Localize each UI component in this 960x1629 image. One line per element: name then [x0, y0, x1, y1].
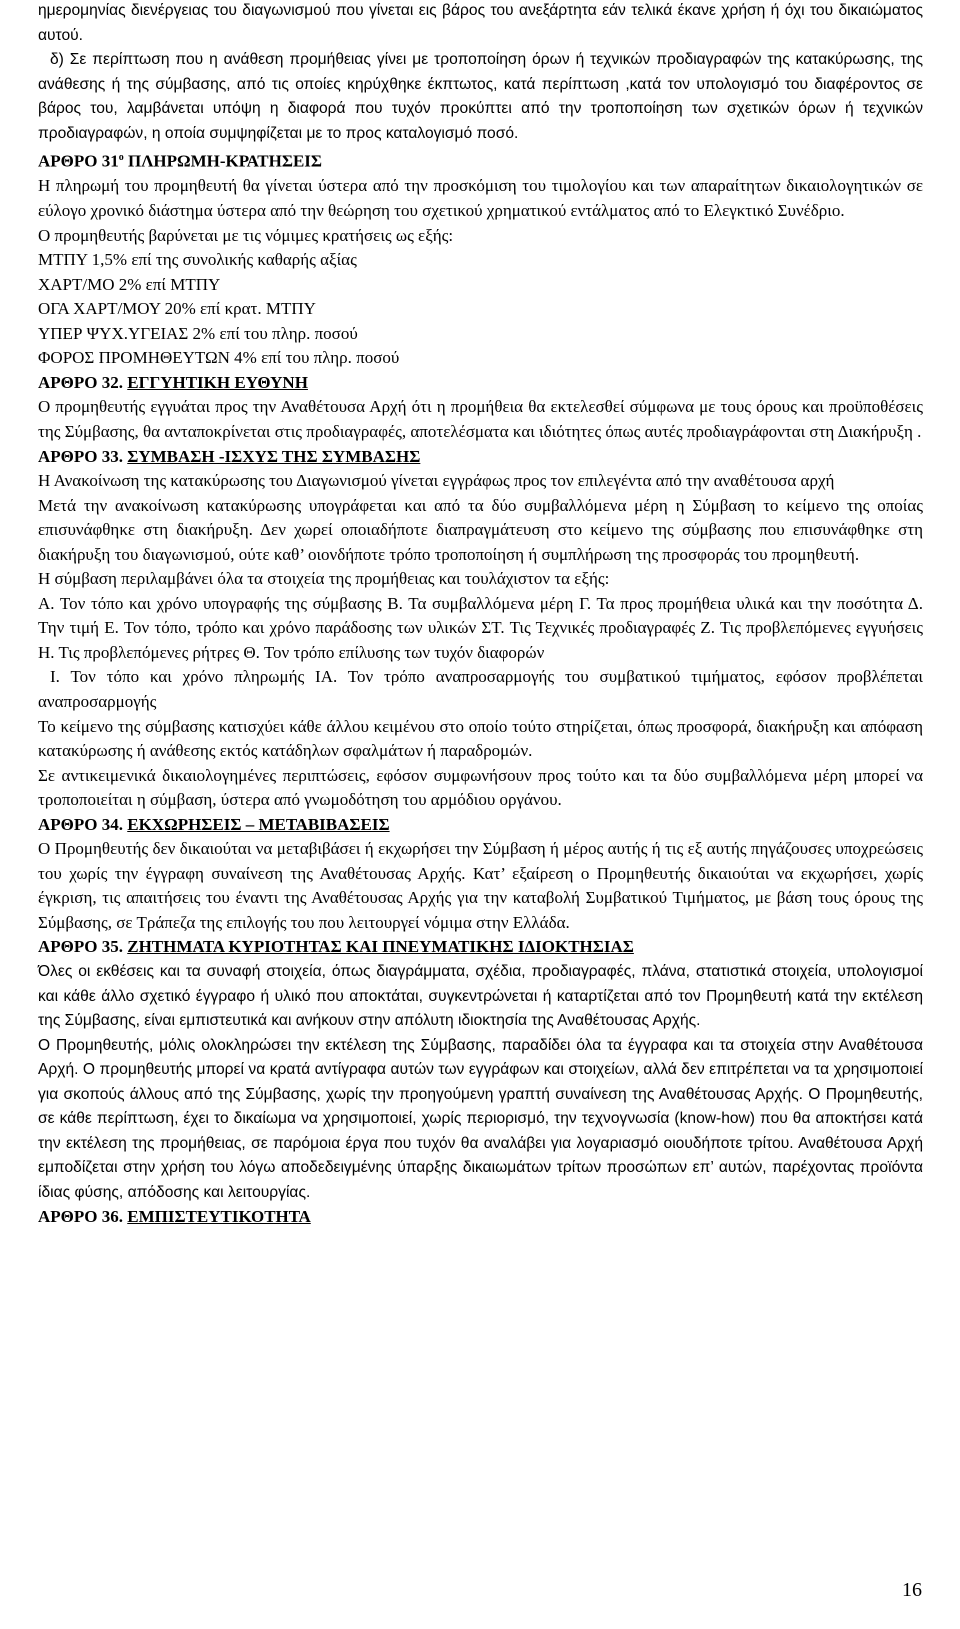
article-heading-number: ΑΡΘΡΟ 31 [38, 151, 119, 171]
body-paragraph: ΧΑΡΤ/ΜΟ 2% επί ΜΤΠΥ [38, 274, 221, 294]
body-paragraph: Μετά την ανακοίνωση κατακύρωσης υπογράφεται και από τα δύο συμβαλλόμενα μέρη η Σύμβαση το κείμενο της οποίας επισυνάφθηκε στη διακήρυξη. Δεν χωρεί οποιαδήποτε διαπραγμάτευση στο κείμενο της σύμβασης που επισυνάφθηκε στη διακήρυξη του διαγωνισμού, ούτε καθ’ οιονδήποτε τρόπο τροποποίηση ή συμπλήρωση της προσφοράς του προμηθευτή. [38, 495, 923, 564]
page-number: 16 [902, 1579, 922, 1601]
body-paragraph: Α. Τον τόπο και χρόνο υπογραφής της σύμβασης Β. Τα συμβαλλόμενα μέρη Γ. Τα προς προμήθεια υλικά και την ποσότητα Δ. Την τιμή Ε. Τον τόπο, τρόπο και χρόνο παράδοσης των υλικών ΣΤ. Τις Τεχνικές προδιαγραφές Ζ. Τις προβλεπόμενες εγγυήσεις Η. Τις προβλεπόμενες ρήτρες Θ. Τον τρόπο επίλυσης των τυχόν διαφορών [38, 593, 923, 662]
article-heading [38, 813, 923, 838]
article-heading [38, 371, 923, 396]
article-heading-number: ΑΡΘΡΟ 32. [38, 372, 128, 392]
body-paragraph: Ο Προμηθευτής, μόλις ολοκληρώσει την εκτέλεση της Σύμβασης, παραδίδει όλα τα έγγραφα και τα στοιχεία στην Αναθέτουσα Αρχή. Ο προμηθευτής μπορεί να κρατά αντίγραφα αυτών των εγγράφων και στοιχείων, αλλά δεν επιτρέπεται να τα χρησιμοποιεί για σκοπούς άλλους από της Σύμβασης, χωρίς την προηγούμενη γραπτή συναίνεση της Αναθέτουσας Αρχής. Ο Προμηθευτής, σε κάθε περίπτωση, έχει το δικαίωμα να χρησιμοποιεί, χωρίς περιορισμό, την τεχνογνωσία (know-how) που θα αποκτήσει κατά την εκτέλεση της προμήθειας, σε παρόμοια έργα που τυχόν θα αναλάβει για λογαριασμό οιουδήποτε τρίτου. Αναθέτουσα Αρχή εμποδίζεται στην χρήση του λόγω αποδεδειγμένης ύπαρξης δικαιωμάτων τρίτων προσώπων επ’ αυτών, παρέχοντας προϊόντα ίδιας φύσης, απόδοσης και λειτουργίας. [38, 1036, 923, 1201]
article-heading [38, 1205, 923, 1230]
body-paragraph: Όλες οι εκθέσεις και τα συναφή στοιχεία, όπως διαγράμματα, σχέδια, προδιαγραφές, πλάνα, στατιστικά στοιχεία, υπολογισμοί και κάθε άλλο σχετικό έγγραφο ή υλικό που αποκτάται, συγκεντρώνεται ή καταρτίζεται από τον Προμηθευτή κατά την εκτέλεση της Σύμβασης, είναι εμπιστευτικά και ανήκουν στην απόλυτη ιδιοκτησία της Αναθέτουσας Αρχής. [38, 962, 923, 1030]
article-heading-title: ΕΓΓΥΗΤΙΚΗ ΕΥΘΥΝΗ [127, 372, 308, 392]
body-paragraph: Ο προμηθευτής εγγυάται προς την Αναθέτουσα Αρχή ότι η προμήθεια θα εκτελεσθεί σύμφωνα με τους όρους και προϋποθέσεις της Σύμβασης, θα ανταποκρίνεται στις προδιαγραφές, αποτελέσματα και ιδιότητες όπως αυτές προδιαγράφονται στη Διακήρυξη . [38, 397, 923, 441]
body-paragraph: Ο Προμηθευτής δεν δικαιούται να μεταβιβάσει ή εκχωρήσει την Σύμβαση ή μέρος αυτής ή τις εξ αυτής πηγάζουσες υποχρεώσεις του χωρίς την έγγραφη συναίνεση της Αναθέτουσας Αρχής. Κατ’ εξαίρεση ο Προμηθευτής δικαιούται να εκχωρήσει, χωρίς έγκριση, τις απαιτήσεις του έναντι της Αναθέτουσας Αρχής για την καταβολή Συμβατικού Τιμήματος, με βάση τους όρους της Σύμβασης, σε Τράπεζα της επιλογής του που λειτουργεί νόμιμα στην Ελλάδα. [38, 839, 923, 932]
article-heading [38, 935, 923, 960]
body-paragraph: δ) Σε περίπτωση που η ανάθεση προμήθειας γίνει με τροποποίηση όρων ή τεχνικών προδιαγραφών της κατακύρωσης, της ανάθεσης ή της σύμβασης, από τις οποίες κηρύχθηκε έκπτωτος, κατά περίπτωση ,κατά τον υπολογισμό του διαφέροντος σε βάρος του, λαμβάνεται υπόψη η διαφορά που τυχόν προκύπτει από την τροποποίηση των σχετικών όρων ή τεχνικών προδιαγραφών, η οποία συμψηφίζεται με το προς καταλογισμό ποσό. [38, 51, 923, 142]
body-paragraph: ημερομηνίας διενέργειας του διαγωνισμού που γίνεται εις βάρος του ανεξάρτητα εάν τελικά έκανε χρήση ή όχι του δικαιώματος αυτού. [38, 2, 923, 44]
body-paragraph: Η πληρωμή του προμηθευτή θα γίνεται ύστερα από την προσκόμιση του τιμολογίου και των απαραίτητων δικαιολογητικών σε εύλογο χρονικό διάστημα ύστερα από την θεώρηση του σχετικού χρηματικού εντάλματος από το Ελεγκτικό Συνέδριο. [38, 176, 923, 221]
article-heading-title: ΖΗΤΗΜΑΤΑ ΚΥΡΙΟΤΗΤΑΣ ΚΑΙ ΠΝΕΥΜΑΤΙΚΗΣ ΙΔΙΟΚΤΗΣΙΑΣ [127, 937, 634, 957]
body-paragraph: Σε αντικειμενικά δικαιολογημένες περιπτώσεις, εφόσον συμφωνήσουν προς τούτο και τα δύο συμβαλλόμενα μέρη μπορεί να τροποποιείται η σύμβαση, ύστερα από γνωμοδότηση του αρμόδιου οργάνου. [38, 765, 923, 810]
article-heading-title: ΠΛΗΡΩΜΗ-ΚΡΑΤΗΣΕΙΣ [123, 151, 323, 171]
body-paragraph: Ο προμηθευτής βαρύνεται με τις νόμιμες κρατήσεις ως εξής: [38, 225, 454, 245]
body-paragraph: ΟΓΑ ΧΑΡΤ/ΜΟΥ 20% επί κρατ. ΜΤΠΥ [38, 299, 316, 319]
article-heading-number: ΑΡΘΡΟ 34. [38, 814, 128, 834]
article-heading-number: ΑΡΘΡΟ 35. [38, 937, 128, 957]
body-paragraph: Ι. Τον τόπο και χρόνο πληρωμής ΙΑ. Τον τρόπο αναπροσαρμογής του συμβατικού τιμήματος, εφόσον προβλέπεται αναπροσαρμογής [38, 667, 923, 711]
body-paragraph: ΜΤΠΥ 1,5% επί της συνολικής καθαρής αξίας [38, 250, 357, 270]
body-paragraph: Η σύμβαση περιλαμβάνει όλα τα στοιχεία της προμήθειας και τουλάχιστον τα εξής: [38, 569, 610, 589]
article-heading [38, 146, 923, 174]
article-heading-number: ΑΡΘΡΟ 36. [38, 1207, 128, 1227]
article-heading-number: ΑΡΘΡΟ 33. [38, 446, 128, 466]
body-paragraph: Το κείμενο της σύμβασης κατισχύει κάθε άλλου κειμένου στο οποίο τούτο στηρίζεται, όπως προσφορά, διακήρυξη και απόφαση κατακύρωσης ή ανάθεσης εκτός κατάδηλων σφαλμάτων ή παραδρομών. [38, 716, 923, 761]
body-paragraph: ΦΟΡΟΣ ΠΡΟΜΗΘΕΥΤΩΝ 4% επί του πληρ. ποσού [38, 348, 400, 368]
document-body [38, 0, 923, 1230]
article-heading-title: ΕΜΠΙΣΤΕΥΤΙΚΟΤΗΤΑ [127, 1207, 311, 1227]
article-heading-title: ΕΚΧΩΡΗΣΕΙΣ – ΜΕΤΑΒΙΒΑΣΕΙΣ [127, 814, 390, 834]
body-paragraph: Η Ανακοίνωση της κατακύρωσης του Διαγωνισμού γίνεται εγγράφως προς τον επιλεγέντα από την αναθέτουσα αρχή [38, 471, 835, 491]
article-heading [38, 445, 923, 470]
article-heading-ordinal: ο [118, 152, 124, 164]
article-heading-title: ΣΥΜΒΑΣΗ -ΙΣΧΥΣ ΤΗΣ ΣΥΜΒΑΣΗΣ [127, 446, 421, 466]
body-paragraph: ΥΠΕΡ ΨΥΧ.ΥΓΕΙΑΣ 2% επί του πληρ. ποσού [38, 323, 358, 343]
